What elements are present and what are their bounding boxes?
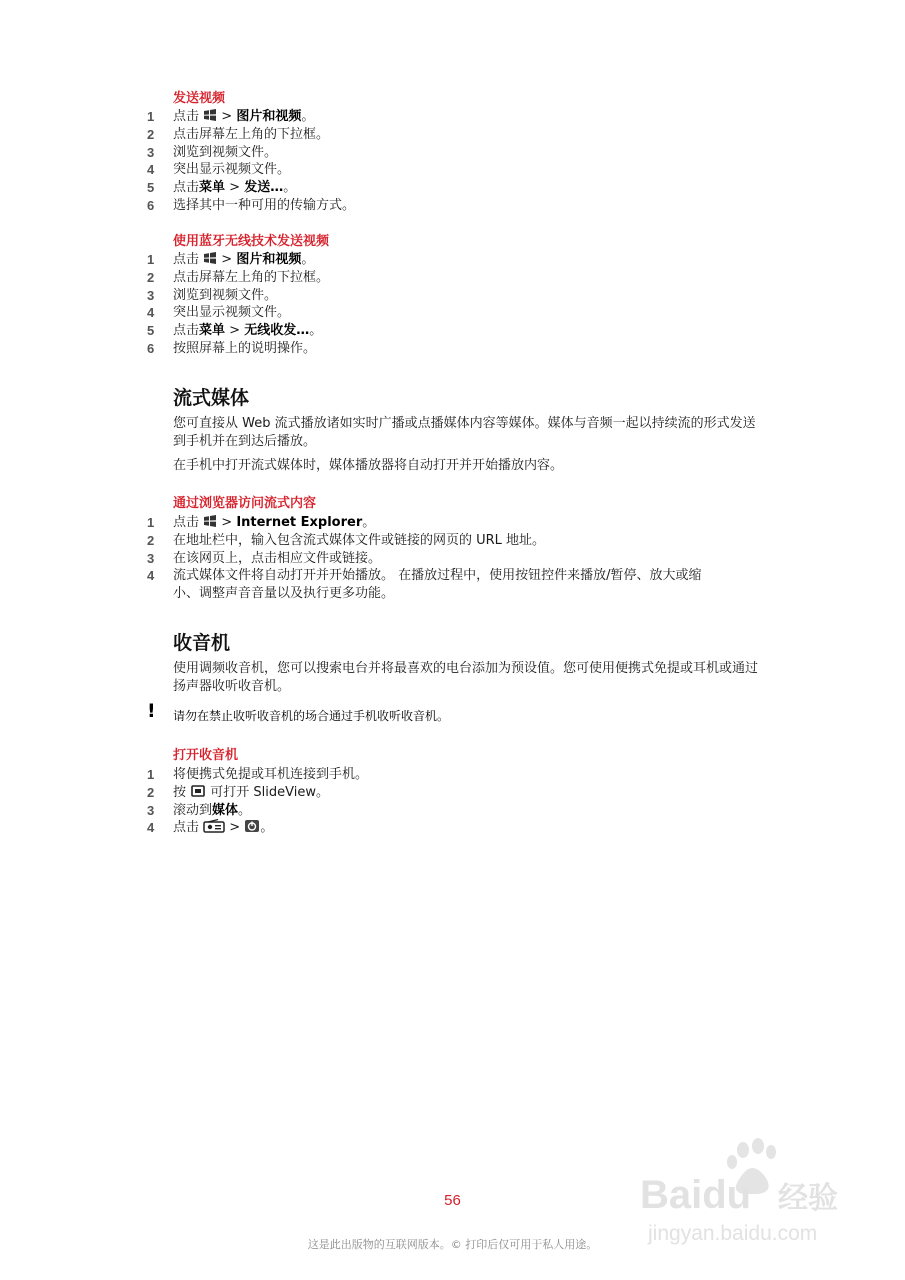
step-text: 。 <box>238 802 252 818</box>
steps-open-radio <box>0 766 905 837</box>
step-text: 突出显示视频文件。 <box>173 162 291 178</box>
step-number: 2 <box>147 269 155 285</box>
step-number: 2 <box>147 126 155 142</box>
step-text: 将便携式免提或耳机连接到手机。 <box>173 767 369 782</box>
step-number: 1 <box>147 515 155 530</box>
step-number: 4 <box>147 305 155 321</box>
step-number: 6 <box>147 340 155 356</box>
section-title-send-video: 发送视频 <box>173 91 226 106</box>
step-number: 3 <box>147 550 155 566</box>
list-item <box>0 179 905 197</box>
menu-path-label: 菜单 <box>199 180 226 196</box>
list-item <box>0 567 905 603</box>
watermark-brand-cn: 经验 <box>778 1181 838 1216</box>
list-item <box>0 766 905 784</box>
step-text: 点击屏幕左上角的下拉框。 <box>173 126 330 142</box>
list-item <box>0 304 905 322</box>
menu-path-label: Internet Explorer <box>236 515 363 530</box>
step-text: 滚动到 <box>173 802 213 818</box>
step-number: 5 <box>147 323 155 339</box>
separator: > <box>217 109 237 124</box>
step-text: 按 <box>173 784 191 800</box>
step-text: 点击 <box>173 252 204 267</box>
paragraph-streaming-intro: 您可直接从 Web 流式播放诸如实时广播或点播媒体内容等媒体。媒体与音频一起以持续流的形式发送到手机并在到达后播放。 <box>173 416 756 449</box>
list-item <box>0 161 905 179</box>
menu-path-label: 图片和视频 <box>236 109 302 124</box>
step-text: 在该网页上，点击相应文件或链接。 <box>173 550 382 566</box>
page-footer: 这是此出版物的互联网版本。© 打印后仅可用于私人用途。 <box>307 1238 598 1251</box>
step-text: 选择其中一种可用的传输方式。 <box>173 197 356 213</box>
power-icon <box>244 819 260 833</box>
step-number: 4 <box>147 568 155 584</box>
list-item <box>0 340 905 358</box>
step-text: 在地址栏中，输入包含流式媒体文件或链接的网页的 URL 地址。 <box>173 532 546 548</box>
step-text: 点击 <box>173 515 204 530</box>
warning-icon: ! <box>147 700 156 722</box>
step-number: 2 <box>147 532 155 548</box>
step-number: 3 <box>147 802 155 818</box>
step-text: 点击 <box>173 820 204 836</box>
section-title-bluetooth: 使用蓝牙无线技术发送视频 <box>173 234 330 249</box>
list-item <box>0 784 905 802</box>
list-item <box>0 514 905 532</box>
warning-note: 请勿在禁止收听收音机的场合通过手机收听收音机。 <box>173 709 450 723</box>
separator: > <box>217 515 237 530</box>
step-number: 3 <box>147 287 155 303</box>
step-text: 浏览到视频文件。 <box>173 287 278 303</box>
step-number: 6 <box>147 197 155 213</box>
step-number: 4 <box>147 162 155 178</box>
list-item <box>0 819 905 837</box>
watermark-url: jingyan.baidu.com <box>648 1222 818 1245</box>
menu-path-label: 发送… <box>244 180 284 196</box>
step-text: 。 <box>301 252 315 267</box>
heading-radio: 收音机 <box>173 632 231 654</box>
separator: > <box>225 820 245 836</box>
step-number: 1 <box>147 767 155 782</box>
step-number: 3 <box>147 144 155 160</box>
menu-path-label: 媒体 <box>212 802 239 818</box>
step-number: 2 <box>147 784 155 800</box>
menu-path-label: 图片和视频 <box>236 252 302 267</box>
step-text: 。 <box>362 515 376 530</box>
page-number: 56 <box>444 1192 461 1209</box>
step-text: 。 <box>283 180 297 196</box>
slideview-key-icon <box>190 784 206 798</box>
list-item <box>0 108 905 126</box>
step-text: 。 <box>301 109 315 124</box>
step-text: 按照屏幕上的说明操作。 <box>173 340 317 356</box>
list-item <box>0 269 905 287</box>
step-text: 点击屏幕左上角的下拉框。 <box>173 269 330 285</box>
separator: > <box>217 252 237 267</box>
step-text: 点击 <box>173 109 204 124</box>
step-number: 1 <box>147 109 155 124</box>
list-item <box>0 144 905 162</box>
windows-start-icon <box>203 515 217 527</box>
heading-streaming-media: 流式媒体 <box>173 387 250 409</box>
list-item <box>0 802 905 820</box>
section-title-browser-stream: 通过浏览器访问流式内容 <box>173 496 317 511</box>
step-number: 4 <box>147 820 155 836</box>
separator: > <box>225 323 245 339</box>
list-item <box>0 550 905 568</box>
step-number: 5 <box>147 180 155 196</box>
step-text: 可打开 SlideView。 <box>206 784 329 800</box>
menu-path-label: 无线收发… <box>244 323 310 339</box>
list-item <box>0 126 905 144</box>
step-text: 点击 <box>173 180 200 196</box>
step-text: 点击 <box>173 323 200 339</box>
watermark-brand: Baidu <box>640 1173 752 1217</box>
step-text: 突出显示视频文件。 <box>173 305 291 321</box>
paragraph-radio-intro: 使用调频收音机，您可以搜索电台并将最喜欢的电台添加为预设值。您可使用便携式免提或耳机或通过扬声器收听收音机。 <box>173 661 759 694</box>
step-text: 。 <box>309 323 323 339</box>
steps-send-video <box>0 108 905 215</box>
section-title-open-radio: 打开收音机 <box>173 748 239 763</box>
radio-app-icon <box>203 819 225 833</box>
menu-path-label: 菜单 <box>199 323 226 339</box>
step-text: 。 <box>260 820 274 836</box>
list-item <box>0 287 905 305</box>
step-text: 流式媒体文件将自动打开并开始播放。 在播放过程中，使用按钮控件来播放/暂停、放大或缩小、调整声音音量以及执行更多功能。 <box>173 568 702 602</box>
list-item <box>0 251 905 269</box>
paragraph-streaming-auto: 在手机中打开流式媒体时，媒体播放器将自动打开并开始播放内容。 <box>173 458 564 473</box>
windows-start-icon <box>203 252 217 264</box>
list-item <box>0 322 905 340</box>
windows-start-icon <box>203 109 217 121</box>
step-number: 1 <box>147 252 155 267</box>
separator: > <box>225 180 245 196</box>
step-text: 浏览到视频文件。 <box>173 144 278 160</box>
list-item <box>0 532 905 550</box>
list-item <box>0 197 905 215</box>
steps-browser-stream <box>0 514 905 603</box>
steps-bluetooth <box>0 251 905 358</box>
